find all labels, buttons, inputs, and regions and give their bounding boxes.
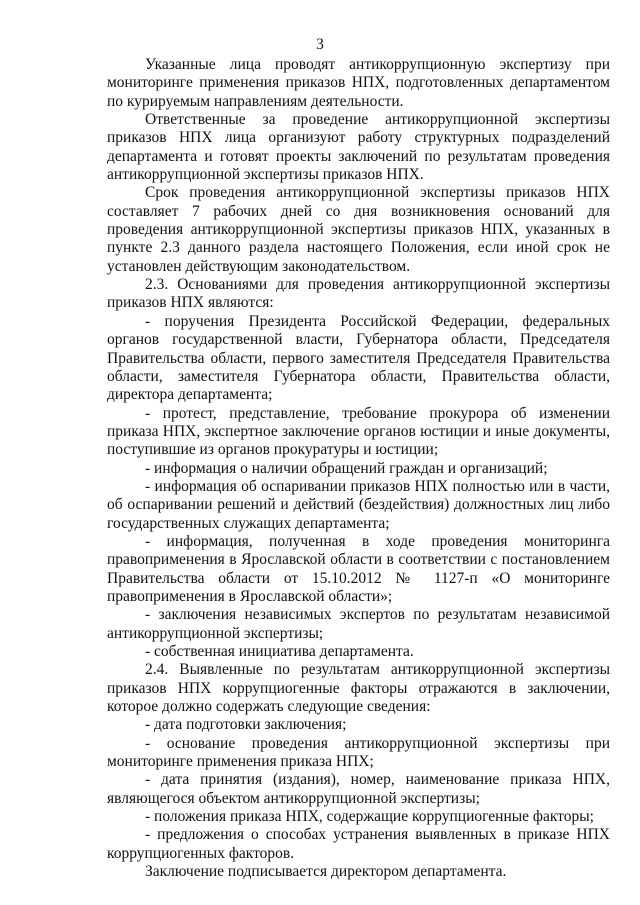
list-item-elimination-proposals: - предложения о способах устранения выявленных в приказе НПХ коррупциогенных факторов.	[107, 826, 610, 862]
list-item-appeals-info: - информация о наличии обращений граждан и организаций;	[145, 459, 548, 477]
list-item-expertise-basis: - основание проведения антикоррупционной экспертизы при мониторинге применения приказа НПХ;	[107, 734, 610, 771]
list-item-conclusion-date: - дата подготовки заключения;	[145, 716, 347, 734]
paragraph-signature-note: Заключение подписывается директором департамента.	[145, 863, 507, 881]
paragraph-responsible-persons: Ответственные за проведение антикоррупционной экспертизы приказов НПХ лица организуют работу структурных подразделений департамента и готовят проекты заключений по результатам проведения антикоррупционной экспертизы приказов НПХ.	[107, 111, 610, 184]
paragraph-experts-monitoring: Указанные лица проводят антикоррупционную экспертизу при мониторинге применения приказов НПХ, подготовленных департаментом по курируемым направлениям деятельности.	[107, 56, 610, 110]
paragraph-2-4-conclusion: 2.4. Выявленные по результатам антикоррупционной экспертизы приказов НПХ коррупциогенные факторы отражаются в заключении, которое должно содержать следующие сведения:	[107, 661, 610, 716]
list-item-independent-experts: - заключения независимых экспертов по результатам независимой антикоррупционной экспертизы;	[107, 606, 610, 642]
list-item-challenge-info: - информация об оспаривании приказов НПХ полностью или в части, об оспаривании решений и действий (бездействия) должностных лиц либо государственных служащих департамента;	[107, 477, 610, 532]
page-number: 3	[316, 36, 324, 53]
list-item-protest: - протест, представление, требование прокурора об изменении приказа НПХ, экспертное заключение органов юстиции и иные документы, поступившие из органов прокуратуры и юстиции;	[107, 404, 610, 459]
list-item-own-initiative: - собственная инициатива департамента.	[145, 643, 414, 660]
list-item-order-details: - дата принятия (издания), номер, наименование приказа НПХ, являющегося объектом антикоррупционной экспертизы;	[107, 771, 610, 807]
paragraph-expertise-term: Срок проведения антикоррупционной экспертизы приказов НПХ составляет 7 рабочих дней со дня возникновения оснований для проведения антикоррупционной экспертизы приказов НПХ, указанных в пункте 2.3 данного раздела настоящего Положения, если иной срок не установлен действующим законодательством.	[107, 184, 610, 275]
paragraph-2-3-grounds: 2.3. Основаниями для проведения антикоррупционной экспертизы приказов НПХ являются:	[107, 276, 610, 312]
list-item-instructions: - поручения Президента Российской Федерации, федеральных органов государственной власти, Губернатора области, Председателя Правительства области, первого заместителя Председателя Правительства области, заместителя Губернатора области, Правительства области, директора департамента;	[107, 312, 610, 404]
list-item-corruption-provisions: - положения приказа НПХ, содержащие коррупциогенные факторы;	[145, 808, 594, 826]
list-item-monitoring-info: - информация, полученная в ходе проведения мониторинга правоприменения в Ярославской области в соответствии с постановлением Правительства области от 15.10.2012 № 1127-п «О мониторинге правоприменения в Ярославской области»;	[107, 532, 610, 605]
document-body	[107, 56, 610, 881]
